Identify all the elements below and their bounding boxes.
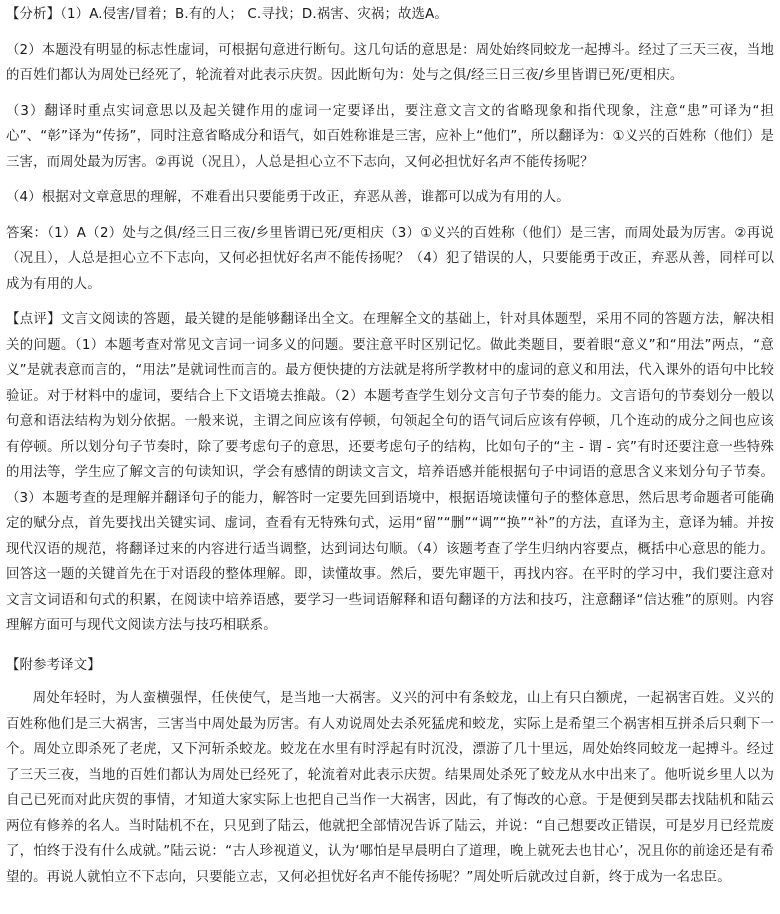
answer-paragraph: 答案：（1）A（2）处与之俱/经三日三夜/乡里皆谓已死/更相庆（3）①义兴的百姓称（他们）是三害，而周处最为厉害。②再说（况且），人总是担心立不下志向，又何必担忧好名声不能传扬呢？（4）犯了错误的人，只要能勇于改正，弃恶从善，同样可以成为有用的人。	[6, 225, 774, 292]
comment-paragraph: 【点评】文言文阅读的答题，最关键的是能够翻译出全文。在理解全文的基础上，针对具体题型，采用不同的答题方法，解决相关的问题。（1）本题考查对常见文言词一词多义的问题。要注意平时区别记忆。做此类题目，要着眼“意义”和“用法”两点，“意义”是就表意而言的，“用法”是就词性而言的。最方便快捷的方法就是将所学教材中的虚词的意义和用法，代入课外的语句中比较验证。对于材料中的虚词，要结合上下文语境去推敲。（2）本题考查学生划分文言句子节奏的能力。文言语句的节奏划分一般以句意和语法结构为划分依据。一般来说，主谓之间应该有停顿，句领起全句的语气词后应该有停顿，几个连动的成分之间也应该有停顿。所以划分句子节奏时，除了要考虑句子的意思，还要考虑句子的结构，比如句子的“主 - 谓 - 宾”有时还要注意一些特殊的用法等，学生应了解文言的句读知识，学会有感情的朗读文言文，培养语感并能根据句子中词语的意思含义来划分句子节奏。（3）本题考查的是理解并翻译句子的能力，解答时一定要先回到语境中，根据语境读懂句子的整体意思，然后思考命题者可能确定的赋分点，首先要找出关键实词、虚词，查看有无特殊句式，运用“留”“删”“调”“换”“补”的方法，直译为主，意译为辅。并按现代汉语的规范，将翻译过来的内容进行适当调整，达到词达句顺。（4）该题考查了学生归纳内容要点，概括中心意思的能力。回答这一题的关键首先在于对语段的整体理解。即，读懂故事。然后，要先审题干，再找内容。在平时的学习中，我们要注意对文言文词语和句式的积累，在阅读中培养语感，要学习一些词语解释和语句翻译的方法和技巧，注意翻译“信达雅”的原则。内容理解方面可与现代文阅读方法与技巧相联系。	[6, 312, 774, 633]
analysis-part-1: 【分析】（1）A.侵害/冒着；B.有的人； C.寻找；D.祸害、灾祸；故选A。	[6, 7, 448, 22]
analysis-part-2: （2）本题没有明显的标志性虚词，可根据句意进行断句。这几句话的意思是：周处始终同蛟龙一起搏斗。经过了三天三夜，当地的百姓们都认为周处已经死了，轮流着对此表示庆贺。因此断句为：处与之俱/经三日三夜/乡里皆谓已死/更相庆。	[6, 42, 774, 83]
analysis-part-3: （3）翻译时重点实词意思以及起关键作用的虚词一定要译出，要注意文言文的省略现象和指代现象，注意“患”可译为“担心”、“彰”译为“传扬”，同时注意省略成分和语气，如百姓称谁是三害，应补上“他们”，所以翻译为：①义兴的百姓称（他们）是三害，而周处最为厉害。②再说（况且），人总是担心立不下志向，又何必担忧好名声不能传扬呢？	[6, 103, 774, 170]
analysis-part-4: （4）根据对文章意思的理解，不难看出只要能勇于改正，弃恶从善，谁都可以成为有用的人。	[6, 190, 570, 205]
translation-heading: 【附参考译文】	[6, 657, 101, 673]
translation-paragraph: 周处年轻时，为人蛮横强悍，任侠使气，是当地一大祸害。义兴的河中有条蛟龙，山上有只白额虎，一起祸害百姓。义兴的百姓称他们是三大祸害，三害当中周处最为厉害。有人劝说周处去杀死猛虎和蛟龙，实际上是希望三个祸害相互拼杀后只剩下一个。周处立即杀死了老虎，又下河斩杀蛟龙。蛟龙在水里有时浮起有时沉没，漂游了几十里远，周处始终同蛟龙一起搏斗。经过了三天三夜，当地的百姓们都认为周处已经死了，轮流着对此表示庆贺。结果周处杀死了蛟龙从水中出来了。他听说乡里人以为自己已死而对此庆贺的事情，才知道大家实际上也把自己当作一大祸害，因此，有了悔改的心意。于是便到吴郡去找陆机和陆云两位有修养的名人。当时陆机不在，只见到了陆云，他就把全部情况告诉了陆云，并说：“自己想要改正错误，可是岁月已经荒废了，怕终于没有什么成就。”陆云说：“古人珍视道义，认为‘哪怕是早晨明白了道理，晚上就死去也甘心’，况且你的前途还是有希望的。再说人就怕立不下志向，只要能立志，又何必担忧好名声不能传扬呢？”周处听后就改过自新，终于成为一名忠臣。	[6, 691, 774, 885]
